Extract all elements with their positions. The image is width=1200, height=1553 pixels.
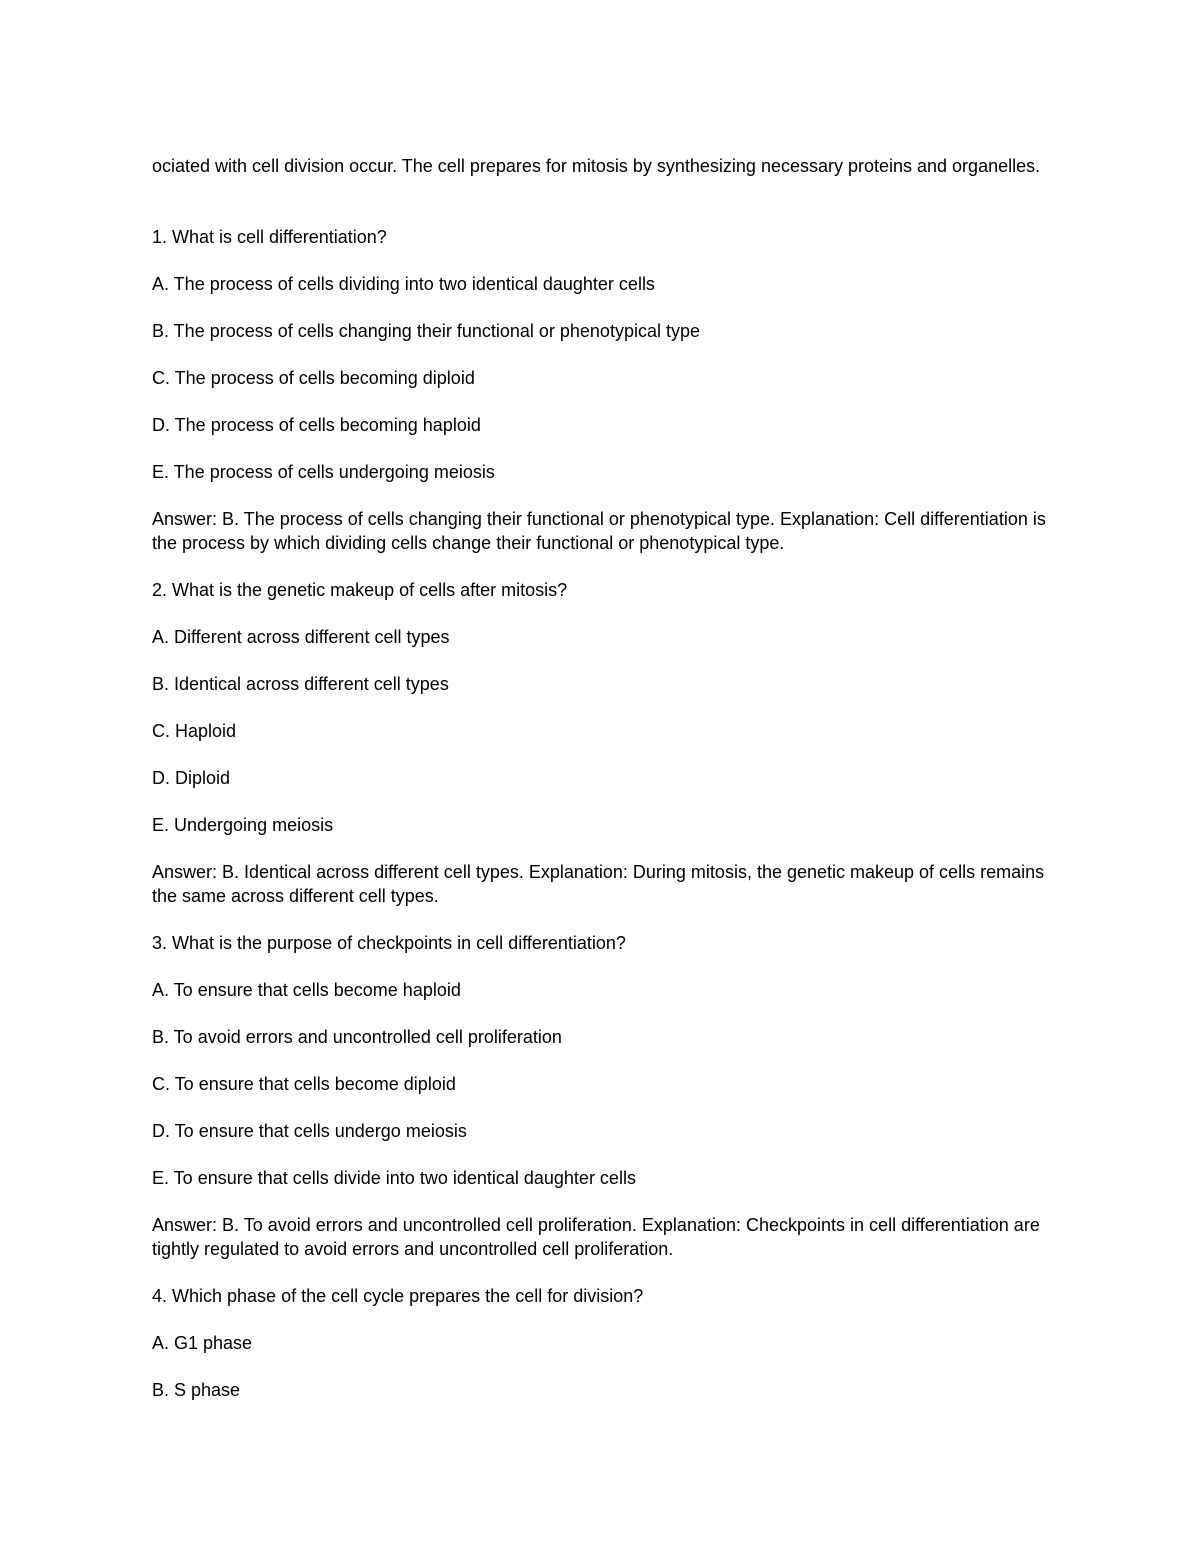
question-3-option-e: E. To ensure that cells divide into two identical daughter cells <box>152 1168 636 1188</box>
question-3-answer: Answer: B. To avoid errors and uncontrolled cell proliferation. Explanation: Checkpoints in cell differentiation are tightly regulated to avoid errors and uncontrolled cell proliferation. <box>152 1215 1040 1259</box>
question-1-option-a: A. The process of cells dividing into two identical daughter cells <box>152 274 655 294</box>
question-2: 2. What is the genetic makeup of cells after mitosis? <box>152 580 568 600</box>
question-3-option-d: D. To ensure that cells undergo meiosis <box>152 1121 467 1141</box>
question-2-option-b: B. Identical across different cell types <box>152 674 449 694</box>
question-2-option-d: D. Diploid <box>152 768 231 788</box>
question-3-option-a: A. To ensure that cells become haploid <box>152 980 461 1000</box>
question-2-option-c: C. Haploid <box>152 721 237 741</box>
question-3-option-b: B. To avoid errors and uncontrolled cell proliferation <box>152 1027 562 1047</box>
question-1: 1. What is cell differentiation? <box>152 227 387 247</box>
question-1-answer: Answer: B. The process of cells changing their functional or phenotypical type. Explanation: Cell differentiation is the process by which dividing cells change their functional or phenotypical type. <box>152 509 1046 553</box>
intro-paragraph: ociated with cell division occur. The cell prepares for mitosis by synthesizing necessary proteins and organelles. <box>152 156 1041 176</box>
question-4-option-a: A. G1 phase <box>152 1333 253 1353</box>
question-1-option-c: C. The process of cells becoming diploid <box>152 368 475 388</box>
question-2-option-e: E. Undergoing meiosis <box>152 815 334 835</box>
question-2-option-a: A. Different across different cell types <box>152 627 450 647</box>
question-4: 4. Which phase of the cell cycle prepares the cell for division? <box>152 1286 644 1306</box>
question-1-option-e: E. The process of cells undergoing meiosis <box>152 462 495 482</box>
question-1-option-b: B. The process of cells changing their functional or phenotypical type <box>152 321 700 341</box>
question-3: 3. What is the purpose of checkpoints in cell differentiation? <box>152 933 626 953</box>
question-1-option-d: D. The process of cells becoming haploid <box>152 415 481 435</box>
question-3-option-c: C. To ensure that cells become diploid <box>152 1074 456 1094</box>
question-4-option-b: B. S phase <box>152 1380 241 1400</box>
question-2-answer: Answer: B. Identical across different cell types. Explanation: During mitosis, the genetic makeup of cells remains the same across different cell types. <box>152 862 1045 906</box>
